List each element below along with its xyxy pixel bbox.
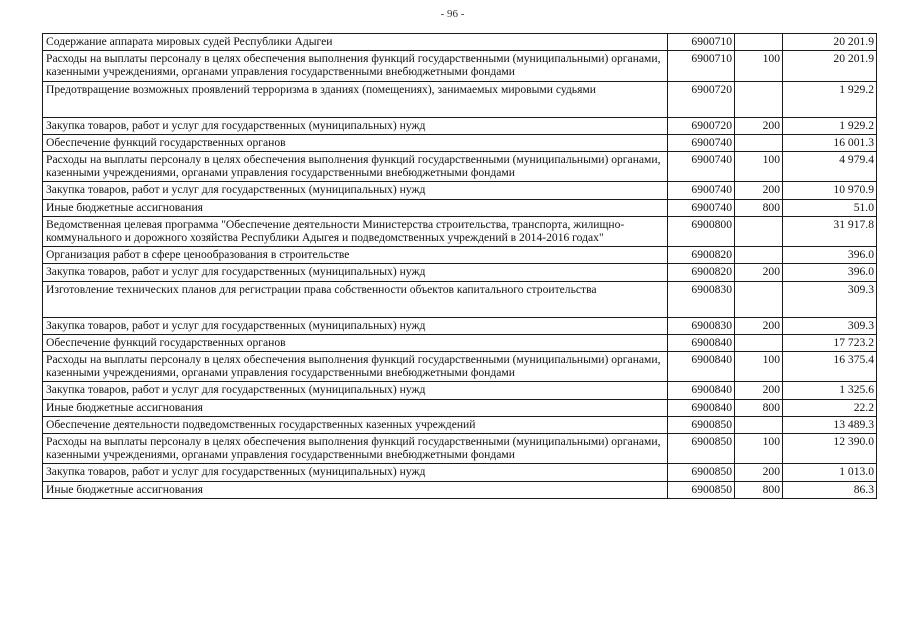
row-amount: 51.0 bbox=[783, 199, 877, 216]
row-type bbox=[735, 81, 783, 117]
table-row bbox=[43, 434, 877, 464]
table-row bbox=[43, 334, 877, 351]
row-code: 6900740 bbox=[668, 182, 735, 199]
row-name: Расходы на выплаты персоналу в целях обеспечения выполнения функций государственными (муниципальными) органами, казенными учреждениями, органами управления государственными внебюджетными фондами bbox=[43, 352, 668, 382]
row-type: 200 bbox=[735, 182, 783, 199]
row-amount: 86.3 bbox=[783, 481, 877, 498]
table-row bbox=[43, 117, 877, 134]
table-row bbox=[43, 464, 877, 481]
row-type: 100 bbox=[735, 434, 783, 464]
table-row bbox=[43, 281, 877, 317]
table-row bbox=[43, 352, 877, 382]
row-name: Закупка товаров, работ и услуг для государственных (муниципальных) нужд bbox=[43, 182, 668, 199]
row-type: 200 bbox=[735, 117, 783, 134]
row-amount: 1 325.6 bbox=[783, 382, 877, 399]
row-code: 6900710 bbox=[668, 51, 735, 81]
row-code: 6900740 bbox=[668, 134, 735, 151]
row-type: 800 bbox=[735, 399, 783, 416]
row-name: Предотвращение возможных проявлений терроризма в зданиях (помещениях), занимаемых мировыми судьями bbox=[43, 81, 668, 117]
row-amount: 309.3 bbox=[783, 317, 877, 334]
table-row bbox=[43, 216, 877, 246]
row-code: 6900830 bbox=[668, 281, 735, 317]
row-type: 800 bbox=[735, 199, 783, 216]
row-amount: 4 979.4 bbox=[783, 152, 877, 182]
row-amount: 22.2 bbox=[783, 399, 877, 416]
table-row bbox=[43, 247, 877, 264]
row-type bbox=[735, 247, 783, 264]
budget-table bbox=[42, 33, 877, 499]
row-amount: 31 917.8 bbox=[783, 216, 877, 246]
row-name: Содержание аппарата мировых судей Республики Адыгеи bbox=[43, 34, 668, 51]
row-code: 6900850 bbox=[668, 481, 735, 498]
row-name: Закупка товаров, работ и услуг для государственных (муниципальных) нужд bbox=[43, 464, 668, 481]
row-code: 6900840 bbox=[668, 352, 735, 382]
row-name: Обеспечение функций государственных органов bbox=[43, 134, 668, 151]
row-amount: 12 390.0 bbox=[783, 434, 877, 464]
row-amount: 17 723.2 bbox=[783, 334, 877, 351]
row-type: 100 bbox=[735, 152, 783, 182]
row-code: 6900840 bbox=[668, 334, 735, 351]
row-amount: 20 201.9 bbox=[783, 51, 877, 81]
row-type: 800 bbox=[735, 481, 783, 498]
row-code: 6900840 bbox=[668, 399, 735, 416]
row-code: 6900850 bbox=[668, 416, 735, 433]
row-code: 6900740 bbox=[668, 152, 735, 182]
row-amount: 309.3 bbox=[783, 281, 877, 317]
row-name: Обеспечение деятельности подведомственных государственных казенных учреждений bbox=[43, 416, 668, 433]
row-name: Расходы на выплаты персоналу в целях обеспечения выполнения функций государственными (муниципальными) органами, казенными учреждениями, органами управления государственными внебюджетными фондами bbox=[43, 152, 668, 182]
table-row bbox=[43, 81, 877, 117]
row-type bbox=[735, 134, 783, 151]
row-amount: 396.0 bbox=[783, 264, 877, 281]
row-amount: 396.0 bbox=[783, 247, 877, 264]
row-name: Обеспечение функций государственных органов bbox=[43, 334, 668, 351]
row-name: Закупка товаров, работ и услуг для государственных (муниципальных) нужд bbox=[43, 117, 668, 134]
row-type: 200 bbox=[735, 264, 783, 281]
table-row bbox=[43, 199, 877, 216]
row-name: Организация работ в сфере ценообразования в строительстве bbox=[43, 247, 668, 264]
budget-table-body bbox=[43, 34, 877, 499]
table-row bbox=[43, 264, 877, 281]
row-amount: 13 489.3 bbox=[783, 416, 877, 433]
row-amount: 10 970.9 bbox=[783, 182, 877, 199]
row-type bbox=[735, 216, 783, 246]
row-code: 6900820 bbox=[668, 247, 735, 264]
row-amount: 1 929.2 bbox=[783, 81, 877, 117]
row-code: 6900830 bbox=[668, 317, 735, 334]
row-name: Закупка товаров, работ и услуг для государственных (муниципальных) нужд bbox=[43, 264, 668, 281]
row-name: Закупка товаров, работ и услуг для государственных (муниципальных) нужд bbox=[43, 317, 668, 334]
table-row bbox=[43, 152, 877, 182]
row-type: 200 bbox=[735, 317, 783, 334]
row-code: 6900800 bbox=[668, 216, 735, 246]
row-amount: 1 929.2 bbox=[783, 117, 877, 134]
table-row bbox=[43, 182, 877, 199]
page-number: - 96 - bbox=[440, 8, 465, 20]
row-type bbox=[735, 281, 783, 317]
table-row bbox=[43, 134, 877, 151]
table-row bbox=[43, 399, 877, 416]
row-type: 200 bbox=[735, 382, 783, 399]
row-code: 6900710 bbox=[668, 34, 735, 51]
row-amount: 16 001.3 bbox=[783, 134, 877, 151]
row-name: Иные бюджетные ассигнования bbox=[43, 399, 668, 416]
table-row bbox=[43, 51, 877, 81]
row-type bbox=[735, 34, 783, 51]
row-name: Расходы на выплаты персоналу в целях обеспечения выполнения функций государственными (муниципальными) органами, казенными учреждениями, органами управления государственными внебюджетными фондами bbox=[43, 434, 668, 464]
row-code: 6900820 bbox=[668, 264, 735, 281]
table-row bbox=[43, 382, 877, 399]
row-code: 6900740 bbox=[668, 199, 735, 216]
row-code: 6900840 bbox=[668, 382, 735, 399]
row-name: Изготовление технических планов для регистрации права собственности объектов капитального строительства bbox=[43, 281, 668, 317]
row-name: Расходы на выплаты персоналу в целях обеспечения выполнения функций государственными (муниципальными) органами, казенными учреждениями, органами управления государственными внебюджетными фондами bbox=[43, 51, 668, 81]
row-amount: 1 013.0 bbox=[783, 464, 877, 481]
row-name: Ведомственная целевая программа "Обеспечение деятельности Министерства строительства, транспорта, жилищно-коммунального и дорожного хозяйства Республики Адыгея и подведомственных учреждений в 2014-2016 годах" bbox=[43, 216, 668, 246]
row-code: 6900850 bbox=[668, 434, 735, 464]
row-type bbox=[735, 334, 783, 351]
row-type: 200 bbox=[735, 464, 783, 481]
table-row bbox=[43, 481, 877, 498]
row-amount: 16 375.4 bbox=[783, 352, 877, 382]
row-name: Иные бюджетные ассигнования bbox=[43, 481, 668, 498]
row-name: Иные бюджетные ассигнования bbox=[43, 199, 668, 216]
row-code: 6900720 bbox=[668, 117, 735, 134]
row-code: 6900850 bbox=[668, 464, 735, 481]
row-type: 100 bbox=[735, 51, 783, 81]
row-amount: 20 201.9 bbox=[783, 34, 877, 51]
row-type bbox=[735, 416, 783, 433]
table-row bbox=[43, 34, 877, 51]
row-name: Закупка товаров, работ и услуг для государственных (муниципальных) нужд bbox=[43, 382, 668, 399]
row-type: 100 bbox=[735, 352, 783, 382]
table-row bbox=[43, 317, 877, 334]
table-row bbox=[43, 416, 877, 433]
row-code: 6900720 bbox=[668, 81, 735, 117]
